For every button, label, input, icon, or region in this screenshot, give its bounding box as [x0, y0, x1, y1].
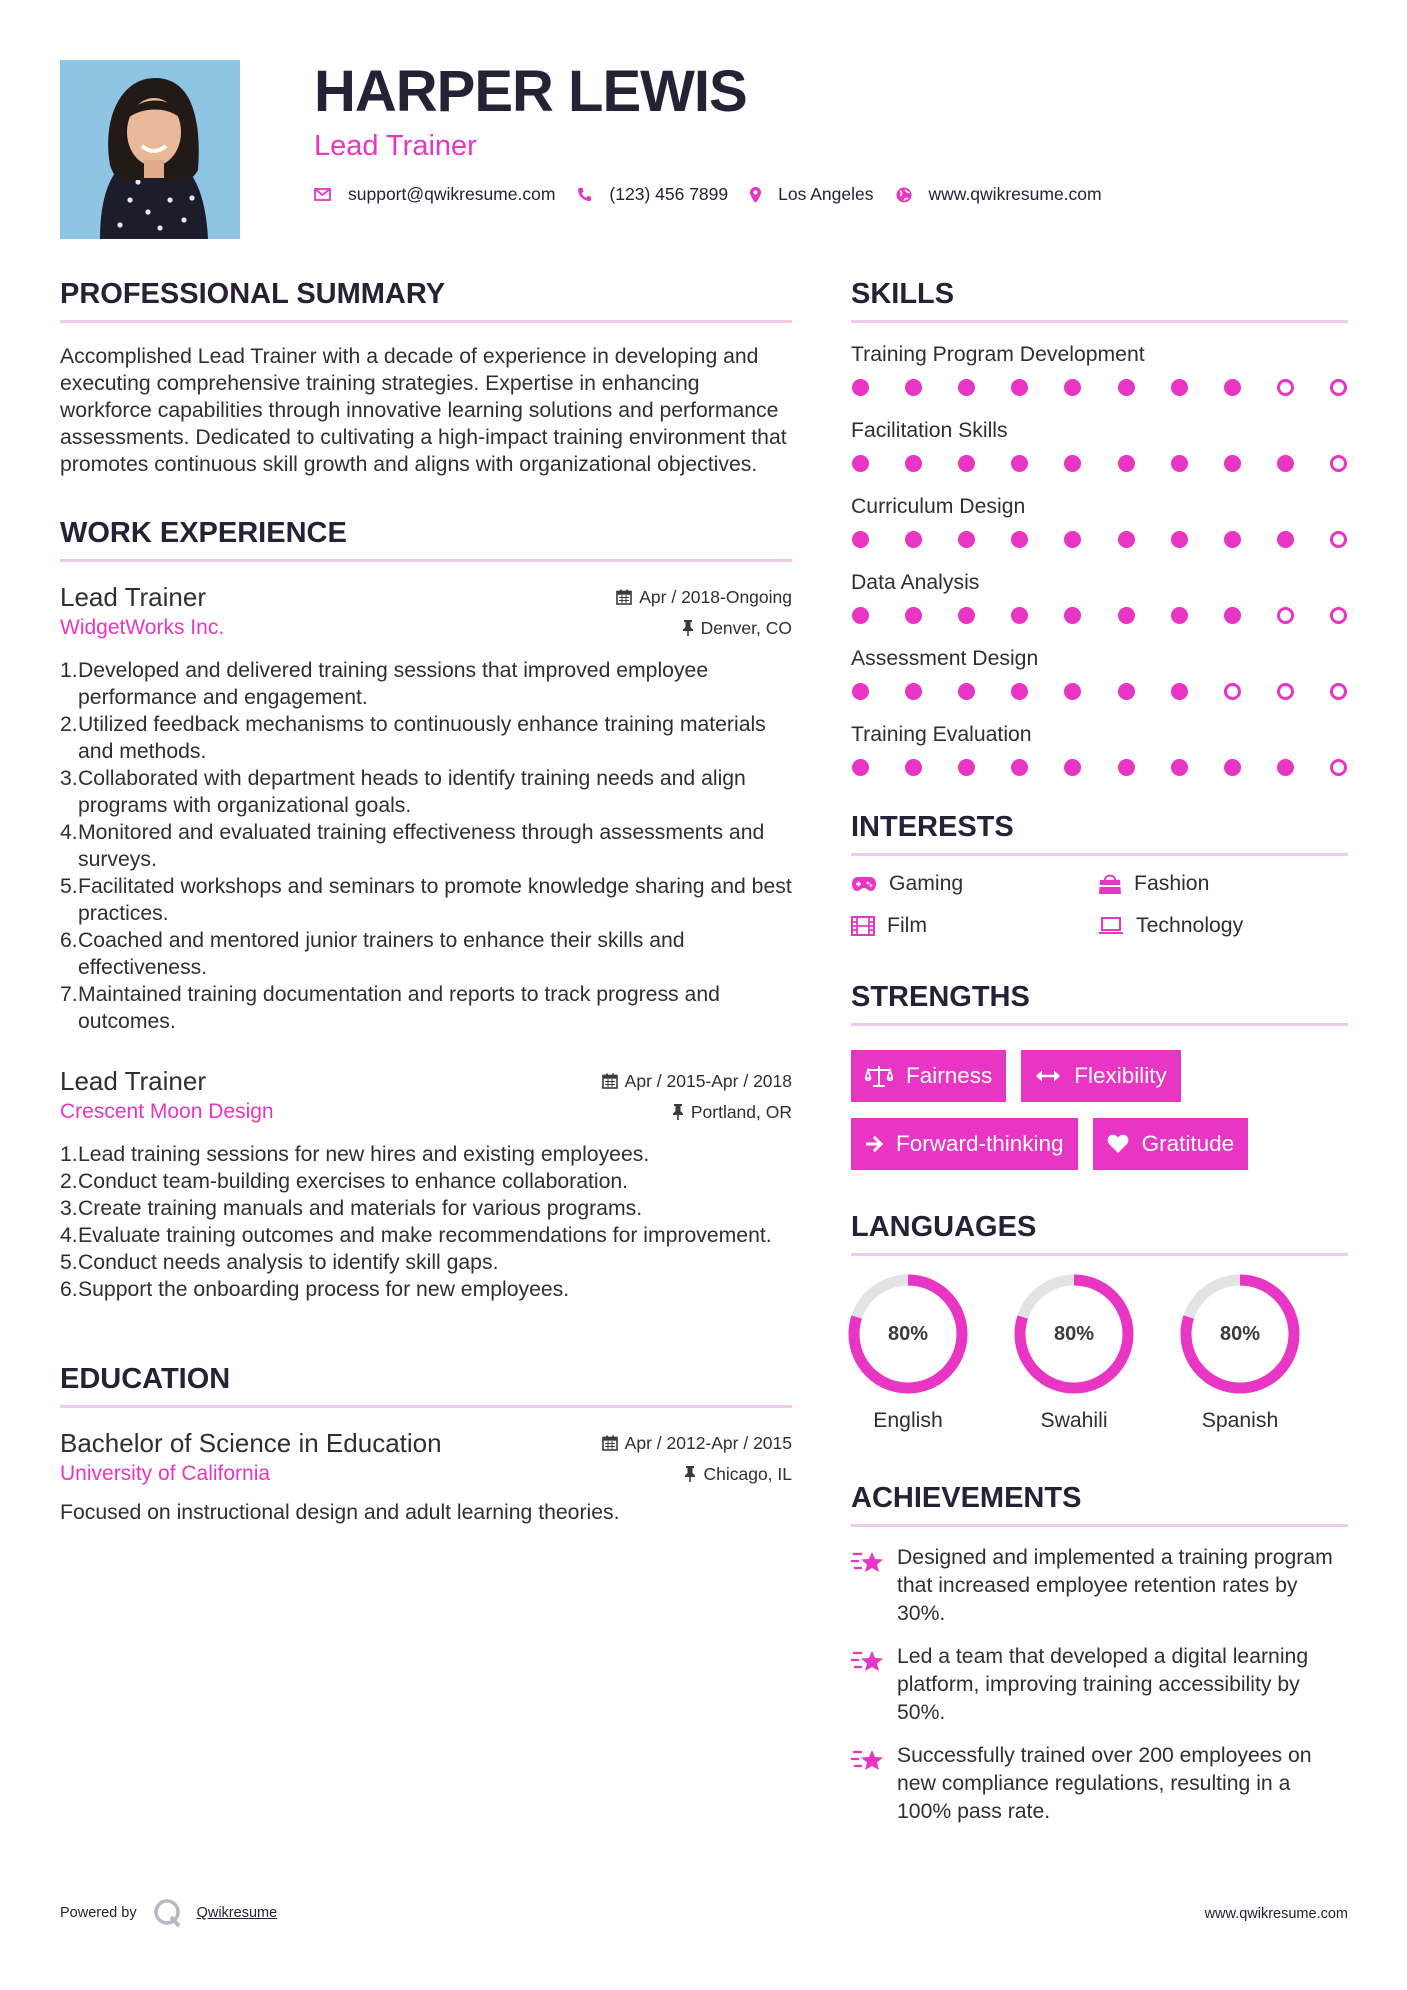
strength-badge [1093, 1118, 1249, 1170]
language-name: Swahili [1040, 1409, 1108, 1432]
section-title-interests: INTERESTS [851, 811, 1014, 843]
rating-dot-filled [905, 379, 922, 396]
rating-dot-filled [1224, 379, 1241, 396]
education-section [60, 1360, 792, 1526]
rating-dot-filled [1011, 683, 1028, 700]
education-description: Focused on instructional design and adult learning theories. [60, 1501, 620, 1524]
interest-item [1098, 914, 1348, 938]
list-item: 5. Conduct needs analysis to identify skill gaps. [60, 1251, 499, 1274]
interest-item [851, 872, 1098, 896]
strength-badge [851, 1050, 1006, 1102]
rating-dot-filled [958, 607, 975, 624]
list-item: 7. Maintained training documentation and reports to track progress and outcomes. [60, 983, 720, 1033]
rating-dot-filled [1277, 531, 1294, 548]
rating-dot-empty [1277, 607, 1294, 624]
rating-dot-filled [1277, 759, 1294, 776]
rating-dot-filled [1171, 379, 1188, 396]
list-item: 4. Evaluate training outcomes and make recommendations for improvement. [60, 1224, 772, 1247]
language-item [825, 1274, 991, 1433]
languages-list [851, 1274, 1348, 1433]
calendar-icon [602, 1435, 618, 1451]
balance-scale-icon [865, 1064, 893, 1088]
rating-dot-filled [1011, 531, 1028, 548]
job-date [602, 1071, 792, 1092]
rating-dot-filled [1224, 607, 1241, 624]
skill-item [851, 569, 1348, 627]
pin-icon [682, 620, 694, 636]
footer-website[interactable]: www.qwikresume.com [1204, 1906, 1348, 1922]
skill-rating [851, 607, 1348, 627]
rating-dot-filled [1118, 683, 1135, 700]
language-name: English [873, 1409, 943, 1432]
list-item: 3. Create training manuals and materials for various programs. [60, 1197, 643, 1220]
rating-dot-empty [1277, 683, 1294, 700]
phone-icon [577, 187, 592, 202]
interests-grid [851, 872, 1348, 938]
rating-dot-filled [1118, 759, 1135, 776]
rating-dot-filled [1118, 607, 1135, 624]
job-location-text: Portland, OR [690, 1101, 792, 1122]
qwikresume-link[interactable]: Qwikresume [196, 1905, 278, 1921]
job-location-text: Denver, CO [700, 617, 792, 638]
section-title-experience: WORK EXPERIENCE [60, 517, 347, 549]
achievement-item [851, 1643, 1348, 1727]
strength-label: Flexibility [1074, 1063, 1167, 1088]
contact-phone[interactable] [577, 184, 728, 205]
section-divider [851, 1253, 1348, 1256]
rating-dot-filled [1011, 379, 1028, 396]
rating-dot-filled [1171, 531, 1188, 548]
calendar-icon [616, 589, 632, 605]
rating-dot-filled [958, 531, 975, 548]
rating-dot-filled [852, 379, 869, 396]
rating-dot-filled [1064, 607, 1081, 624]
languages-section [851, 1208, 1348, 1433]
contact-phone-text: (123) 456 7899 [609, 184, 729, 204]
rating-dot-filled [1118, 379, 1135, 396]
skill-name: Curriculum Design [851, 495, 1026, 518]
section-divider [60, 320, 792, 323]
left-column [60, 275, 792, 1526]
laptop-icon [1098, 917, 1124, 935]
list-item: 5. Facilitated workshops and seminars to promote knowledge sharing and best practices. [60, 875, 792, 925]
interests-section [851, 808, 1348, 938]
rating-dot-filled [905, 607, 922, 624]
rating-dot-empty [1330, 759, 1347, 776]
achievement-text: Designed and implemented a training program that increased employee retention rates by 30%. [897, 1546, 1333, 1625]
rating-dot-filled [1118, 455, 1135, 472]
map-marker-icon [750, 187, 761, 203]
calendar-icon [602, 1073, 618, 1089]
section-divider [60, 1405, 792, 1408]
strength-label: Forward-thinking [896, 1131, 1064, 1156]
contact-email[interactable] [314, 184, 555, 205]
strength-label: Gratitude [1141, 1131, 1235, 1156]
right-column [851, 275, 1348, 1826]
section-title-skills: SKILLS [851, 278, 955, 310]
job-date-text: Apr / 2015-Apr / 2018 [624, 1070, 792, 1091]
skill-rating [851, 759, 1348, 779]
envelope-icon [314, 188, 331, 201]
skill-item [851, 645, 1348, 703]
language-percent: 80% [1219, 1322, 1261, 1345]
heart-icon [1107, 1134, 1129, 1154]
qwikresume-logo-icon [153, 1898, 183, 1928]
section-divider [851, 1524, 1348, 1527]
rating-dot-filled [905, 455, 922, 472]
rating-dot-filled [852, 683, 869, 700]
list-item: 4. Monitored and evaluated training effectiveness through assessments and surveys. [60, 821, 765, 871]
job-location [672, 1102, 792, 1123]
skills-section [851, 275, 1348, 779]
job-entry [60, 581, 792, 1035]
rating-dot-filled [1224, 531, 1241, 548]
language-progress-ring [1014, 1274, 1134, 1394]
job-location [682, 618, 792, 639]
contact-website[interactable] [896, 184, 1102, 205]
gamepad-icon [851, 876, 877, 892]
degree-title: Bachelor of Science in Education [60, 1428, 442, 1458]
rating-dot-filled [852, 455, 869, 472]
strength-badge [851, 1118, 1078, 1170]
arrows-horizontal-icon [1035, 1069, 1061, 1083]
job-title: Lead Trainer [60, 582, 206, 612]
section-title-achievements: ACHIEVEMENTS [851, 1482, 1082, 1514]
rating-dot-filled [1011, 759, 1028, 776]
rating-dot-filled [1171, 759, 1188, 776]
skill-name: Assessment Design [851, 647, 1039, 670]
section-divider [851, 320, 1348, 323]
job-bullets [60, 1141, 792, 1303]
job-title: Lead Trainer [60, 1066, 206, 1096]
interest-label: Technology [1136, 914, 1244, 937]
candidate-name: HARPER LEWIS [314, 59, 747, 124]
skill-rating [851, 531, 1348, 551]
list-item: 1. Developed and delivered training sessions that improved employee performance and engagement. [60, 659, 709, 709]
shooting-star-icon [851, 1746, 885, 1776]
powered-by-text: Powered by [60, 1905, 137, 1921]
rating-dot-filled [958, 455, 975, 472]
section-title-education: EDUCATION [60, 1363, 231, 1395]
rating-dot-filled [958, 683, 975, 700]
interest-label: Fashion [1134, 872, 1210, 895]
education-location-text: Chicago, IL [703, 1463, 792, 1484]
skill-item [851, 721, 1348, 779]
rating-dot-empty [1330, 455, 1347, 472]
profile-photo [60, 60, 240, 239]
section-divider [60, 559, 792, 562]
rating-dot-empty [1330, 683, 1347, 700]
film-icon [851, 916, 875, 936]
summary-text: Accomplished Lead Trainer with a decade of experience in developing and executing comprehensive training strategies. Expertise in enhancing workforce capabilities through innovative learning solutions and performance assessments. Dedicated to cultivating a high-impact training environment that promotes continuous skill growth and aligns with organizational objectives. [60, 345, 787, 476]
language-percent: 80% [887, 1322, 929, 1345]
rating-dot-filled [1064, 379, 1081, 396]
rating-dot-filled [1064, 455, 1081, 472]
strength-label: Fairness [906, 1063, 993, 1088]
rating-dot-filled [1171, 455, 1188, 472]
language-percent: 80% [1053, 1322, 1095, 1345]
rating-dot-empty [1330, 607, 1347, 624]
rating-dot-empty [1330, 379, 1347, 396]
skill-name: Facilitation Skills [851, 419, 1008, 442]
skill-name: Training Program Development [851, 343, 1145, 366]
summary-section [60, 275, 792, 478]
rating-dot-empty [1277, 379, 1294, 396]
shopping-bag-icon [1098, 873, 1122, 895]
rating-dot-filled [905, 759, 922, 776]
list-item: 2. Conduct team-building exercises to enhance collaboration. [60, 1170, 629, 1193]
list-item: 2. Utilized feedback mechanisms to continuously enhance training materials and methods. [60, 713, 766, 763]
rating-dot-filled [958, 759, 975, 776]
strength-badge [1021, 1050, 1181, 1102]
globe-icon [896, 187, 912, 203]
footer-powered-by [60, 1898, 277, 1928]
resume-header [314, 58, 1354, 205]
interest-label: Gaming [889, 872, 964, 895]
rating-dot-filled [1064, 759, 1081, 776]
section-title-languages: LANGUAGES [851, 1211, 1037, 1243]
job-bullets [60, 657, 792, 1035]
job-entry [60, 1065, 792, 1303]
contact-location-text: Los Angeles [778, 184, 874, 204]
language-progress-ring [1180, 1274, 1300, 1394]
contact-website-text: www.qwikresume.com [928, 184, 1102, 204]
education-date-text: Apr / 2012-Apr / 2015 [624, 1432, 792, 1453]
rating-dot-filled [1011, 455, 1028, 472]
strengths-section [851, 978, 1348, 1170]
skills-list [851, 341, 1348, 779]
achievement-item [851, 1742, 1348, 1826]
list-item: 3. Collaborated with department heads to identify training needs and align programs with organizational goals. [60, 767, 746, 817]
contact-location [750, 184, 873, 205]
rating-dot-empty [1330, 531, 1347, 548]
achievement-text: Led a team that developed a digital learning platform, improving training accessibility by 50%. [897, 1645, 1309, 1724]
company-name: Crescent Moon Design [60, 1100, 274, 1123]
skill-item [851, 493, 1348, 551]
rating-dot-filled [852, 531, 869, 548]
language-name: Spanish [1201, 1409, 1279, 1432]
company-name: WidgetWorks Inc. [60, 616, 225, 639]
rating-dot-filled [1118, 531, 1135, 548]
pin-icon [672, 1104, 684, 1120]
rating-dot-filled [1277, 455, 1294, 472]
rating-dot-filled [1064, 531, 1081, 548]
achievements-section [851, 1479, 1348, 1826]
shooting-star-icon [851, 1647, 885, 1677]
rating-dot-filled [1011, 607, 1028, 624]
language-progress-ring [848, 1274, 968, 1394]
rating-dot-filled [852, 759, 869, 776]
achievement-text: Successfully trained over 200 employees on new compliance regulations, resulting in a 100% pass rate. [897, 1744, 1312, 1823]
rating-dot-filled [905, 683, 922, 700]
rating-dot-empty [1224, 683, 1241, 700]
skill-item [851, 417, 1348, 475]
list-item: 1. Lead training sessions for new hires and existing employees. [60, 1143, 650, 1166]
shooting-star-icon [851, 1548, 885, 1578]
skill-name: Training Evaluation [851, 723, 1032, 746]
list-item: 6. Coached and mentored junior trainers to enhance their skills and effectiveness. [60, 929, 685, 979]
rating-dot-filled [852, 607, 869, 624]
arrow-right-icon [865, 1135, 883, 1153]
skill-name: Data Analysis [851, 571, 980, 594]
section-divider [851, 853, 1348, 856]
list-item: 6. Support the onboarding process for new employees. [60, 1278, 570, 1301]
language-item [991, 1274, 1157, 1433]
contact-bar [314, 184, 1354, 205]
job-date-text: Apr / 2018-Ongoing [639, 586, 792, 607]
education-location [684, 1464, 792, 1485]
rating-dot-filled [1171, 607, 1188, 624]
section-divider [851, 1023, 1348, 1026]
contact-email-text: support@qwikresume.com [348, 184, 556, 204]
interest-item [851, 914, 1098, 938]
experience-section [60, 514, 792, 1303]
interest-label: Film [887, 914, 928, 937]
language-item [1157, 1274, 1323, 1433]
interest-item [1098, 872, 1348, 896]
rating-dot-filled [958, 379, 975, 396]
school-name: University of California [60, 1462, 271, 1485]
education-date [602, 1433, 792, 1454]
skill-item [851, 341, 1348, 399]
rating-dot-filled [1171, 683, 1188, 700]
skill-rating [851, 379, 1348, 399]
rating-dot-filled [1064, 683, 1081, 700]
job-date [616, 587, 792, 608]
pin-icon [684, 1466, 696, 1482]
skill-rating [851, 683, 1348, 703]
section-title-strengths: STRENGTHS [851, 981, 1030, 1013]
achievement-item [851, 1544, 1348, 1628]
rating-dot-filled [1224, 759, 1241, 776]
strengths-badges [851, 1050, 1348, 1170]
rating-dot-filled [1224, 455, 1241, 472]
skill-rating [851, 455, 1348, 475]
section-title-summary: PROFESSIONAL SUMMARY [60, 278, 446, 310]
candidate-title: Lead Trainer [314, 130, 477, 162]
rating-dot-filled [905, 531, 922, 548]
